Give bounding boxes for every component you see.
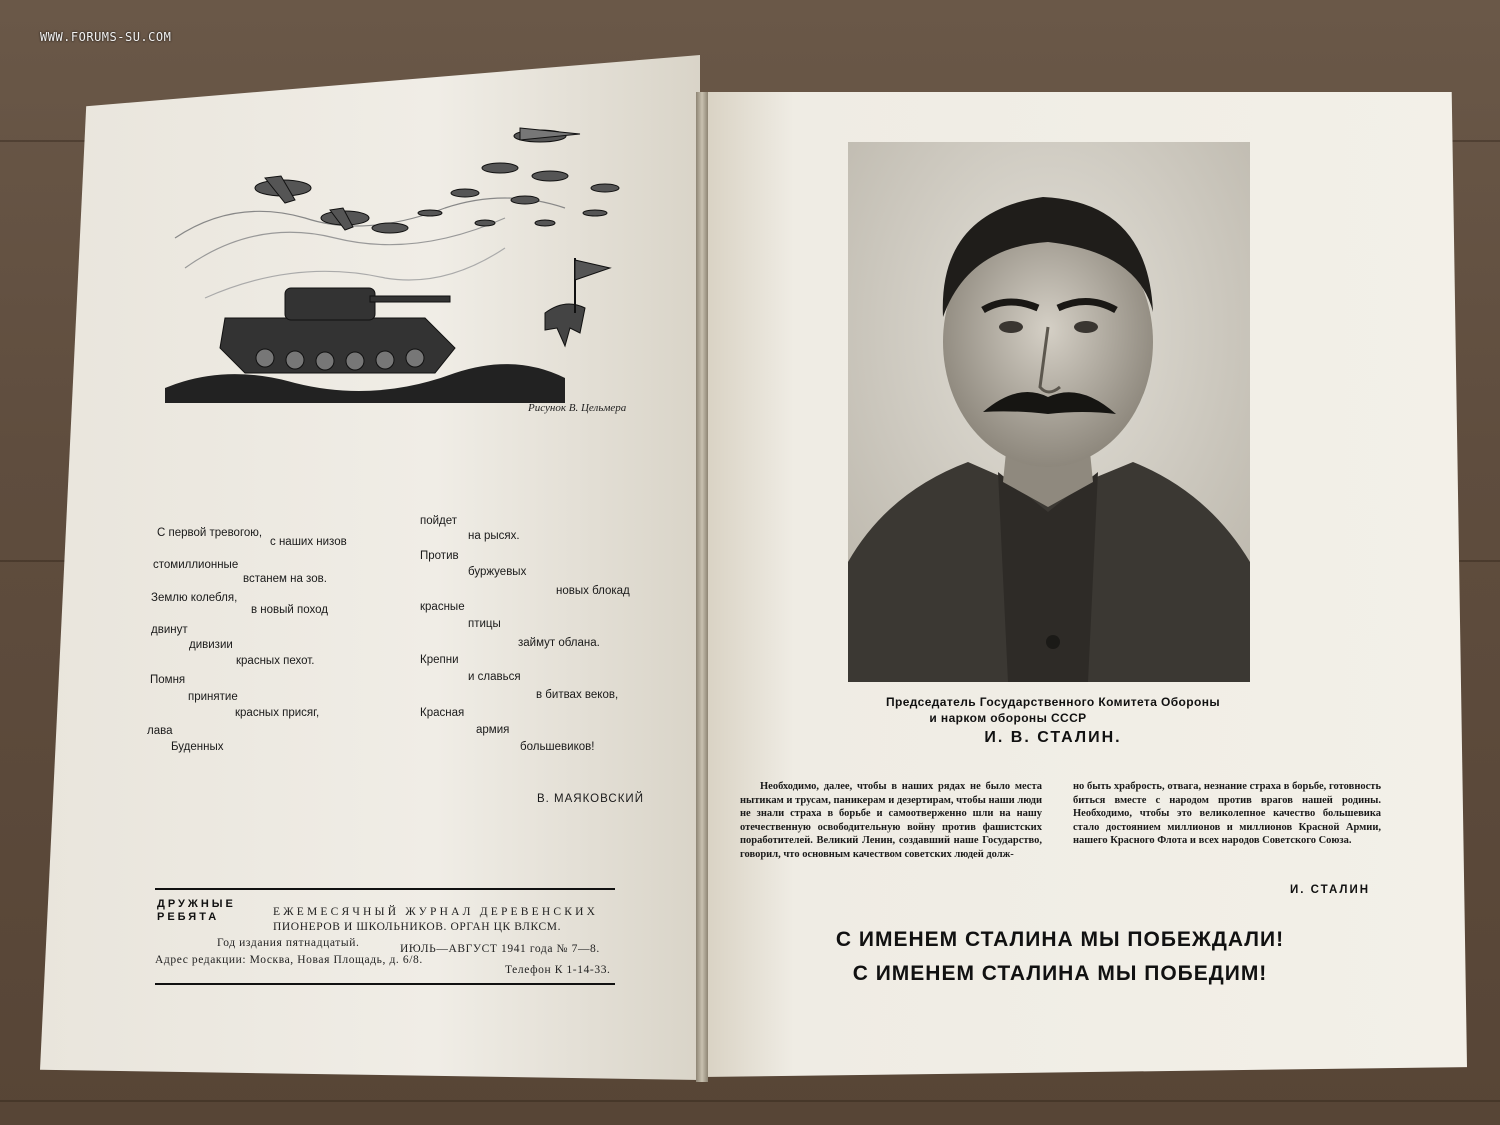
poem-line: в битвах веков, — [536, 689, 619, 701]
rule — [155, 983, 615, 985]
plane-icon — [532, 171, 568, 181]
war-illustration — [165, 118, 630, 403]
poem-line: стомиллионные — [153, 559, 239, 571]
plane-icon — [321, 208, 369, 230]
cavalry-icon — [545, 258, 610, 346]
poem-line: птицы — [468, 618, 501, 630]
masthead-line: ПИОНЕРОВ И ШКОЛЬНИКОВ. ОРГАН ЦК ВЛКСМ. — [273, 921, 562, 933]
poem-line: Против — [420, 550, 459, 562]
poem-line: с наших низов — [270, 536, 347, 548]
poem-line: встанем на зов. — [243, 573, 327, 585]
article-column-2: но быть храбрость, отвага, незнание страха в борьбе, готовность биться вместе с народом против врагов нашей родины. Необходимо, чтобы это великолепное качество большевика стало достоянием миллионов и миллионов Красной Армии, нашего Красного Флота и всех народов Советского Союза. — [1073, 781, 1381, 847]
portrait-caption: и нарком обороны СССР — [929, 711, 1087, 725]
plane-icon — [535, 220, 555, 226]
poem-line: красных присяг, — [235, 707, 320, 719]
plane-icon — [255, 176, 311, 203]
poem-line: новых блокад — [556, 585, 630, 597]
magazine-title — [157, 898, 236, 924]
poem-line: пойдет — [420, 515, 458, 527]
spine — [696, 92, 708, 1082]
slogan-line: С ИМЕНЕМ СТАЛИНА МЫ ПОБЕЖДАЛИ! — [835, 928, 1285, 951]
poem-line: займут облана. — [518, 637, 600, 649]
plane-icon — [372, 223, 408, 233]
magazine-masthead — [155, 888, 615, 986]
masthead-phone: Телефон К 1-14-33. — [505, 964, 611, 976]
magazine-title-line: ДРУЖНЫЕ — [157, 898, 236, 910]
portrait-figure — [848, 142, 1250, 682]
tank-icon — [220, 288, 455, 373]
poem-line: Буденных — [171, 741, 224, 753]
plane-icon — [511, 196, 539, 204]
poem-line: и славься — [468, 671, 521, 683]
magazine-title-line: РЕБЯТА — [157, 911, 220, 923]
plane-icon — [475, 220, 495, 226]
poem-line: буржуевых — [468, 566, 527, 578]
poem-line: Крепни — [420, 654, 459, 666]
masthead-year: Год издания пятнадцатый. — [217, 937, 360, 949]
portrait-name: И. В. СТАЛИН. — [984, 729, 1122, 746]
plane-icon — [591, 184, 619, 192]
poem-line: дивизии — [189, 639, 233, 651]
poem-line: принятие — [188, 691, 238, 703]
portrait-photo — [848, 142, 1250, 682]
watermark: WWW.FORUMS-SU.COM — [40, 30, 172, 44]
wood-grain — [0, 1100, 1500, 1102]
masthead-address: Адрес редакции: Москва, Новая Площадь, д. 6/8. — [155, 954, 423, 966]
portrait-caption: Председатель Государственного Комитета Обороны — [885, 695, 1221, 709]
plane-icon — [482, 163, 518, 173]
poem-line: красные — [420, 601, 465, 613]
poem-line: большевиков! — [520, 741, 595, 753]
poem-line: Красная — [420, 707, 465, 719]
poem-line: Помня — [150, 674, 186, 686]
drawing-caption: Рисунок В. Цельмера — [528, 402, 627, 414]
plane-icon — [418, 210, 442, 216]
masthead-line: ЕЖЕМЕСЯЧНЫЙ ЖУРНАЛ ДЕРЕВЕНСКИХ — [273, 906, 599, 918]
article-column-1: Необходимо, далее, чтобы в наших рядах не было места нытикам и трусам, паникерам и дезертирам, чтобы наши люди не знали страха в борьбе и самоотверженно шли на нашу отечественную освободительную войну против фашистских поработителей. Великий Ленин, создавший наше Государство, говорил, что основным качеством советских людей долж- — [740, 781, 1042, 860]
poem-line: двинут — [151, 624, 188, 636]
poem-line: красных пехот. — [236, 655, 315, 667]
poem-line: С первой тревогою, — [157, 527, 263, 539]
plane-icon — [451, 189, 479, 197]
poem-line: Землю колебля, — [151, 592, 238, 604]
masthead-issue: ИЮЛЬ—АВГУСТ 1941 года № 7—8. — [400, 943, 600, 955]
poem-author: В. МАЯКОВСКИЙ — [537, 793, 644, 805]
poem-line: лава — [147, 725, 173, 737]
poem-line: на рысях. — [468, 530, 520, 542]
poem-line: в новый поход — [251, 604, 329, 616]
article-signature: И. СТАЛИН — [1290, 884, 1371, 896]
plane-icon — [583, 210, 607, 216]
poem-line: армия — [476, 724, 510, 736]
plane-icon — [514, 128, 580, 142]
slogan-line: С ИМЕНЕМ СТАЛИНА МЫ ПОБЕДИМ! — [852, 962, 1268, 985]
rule — [155, 888, 615, 890]
